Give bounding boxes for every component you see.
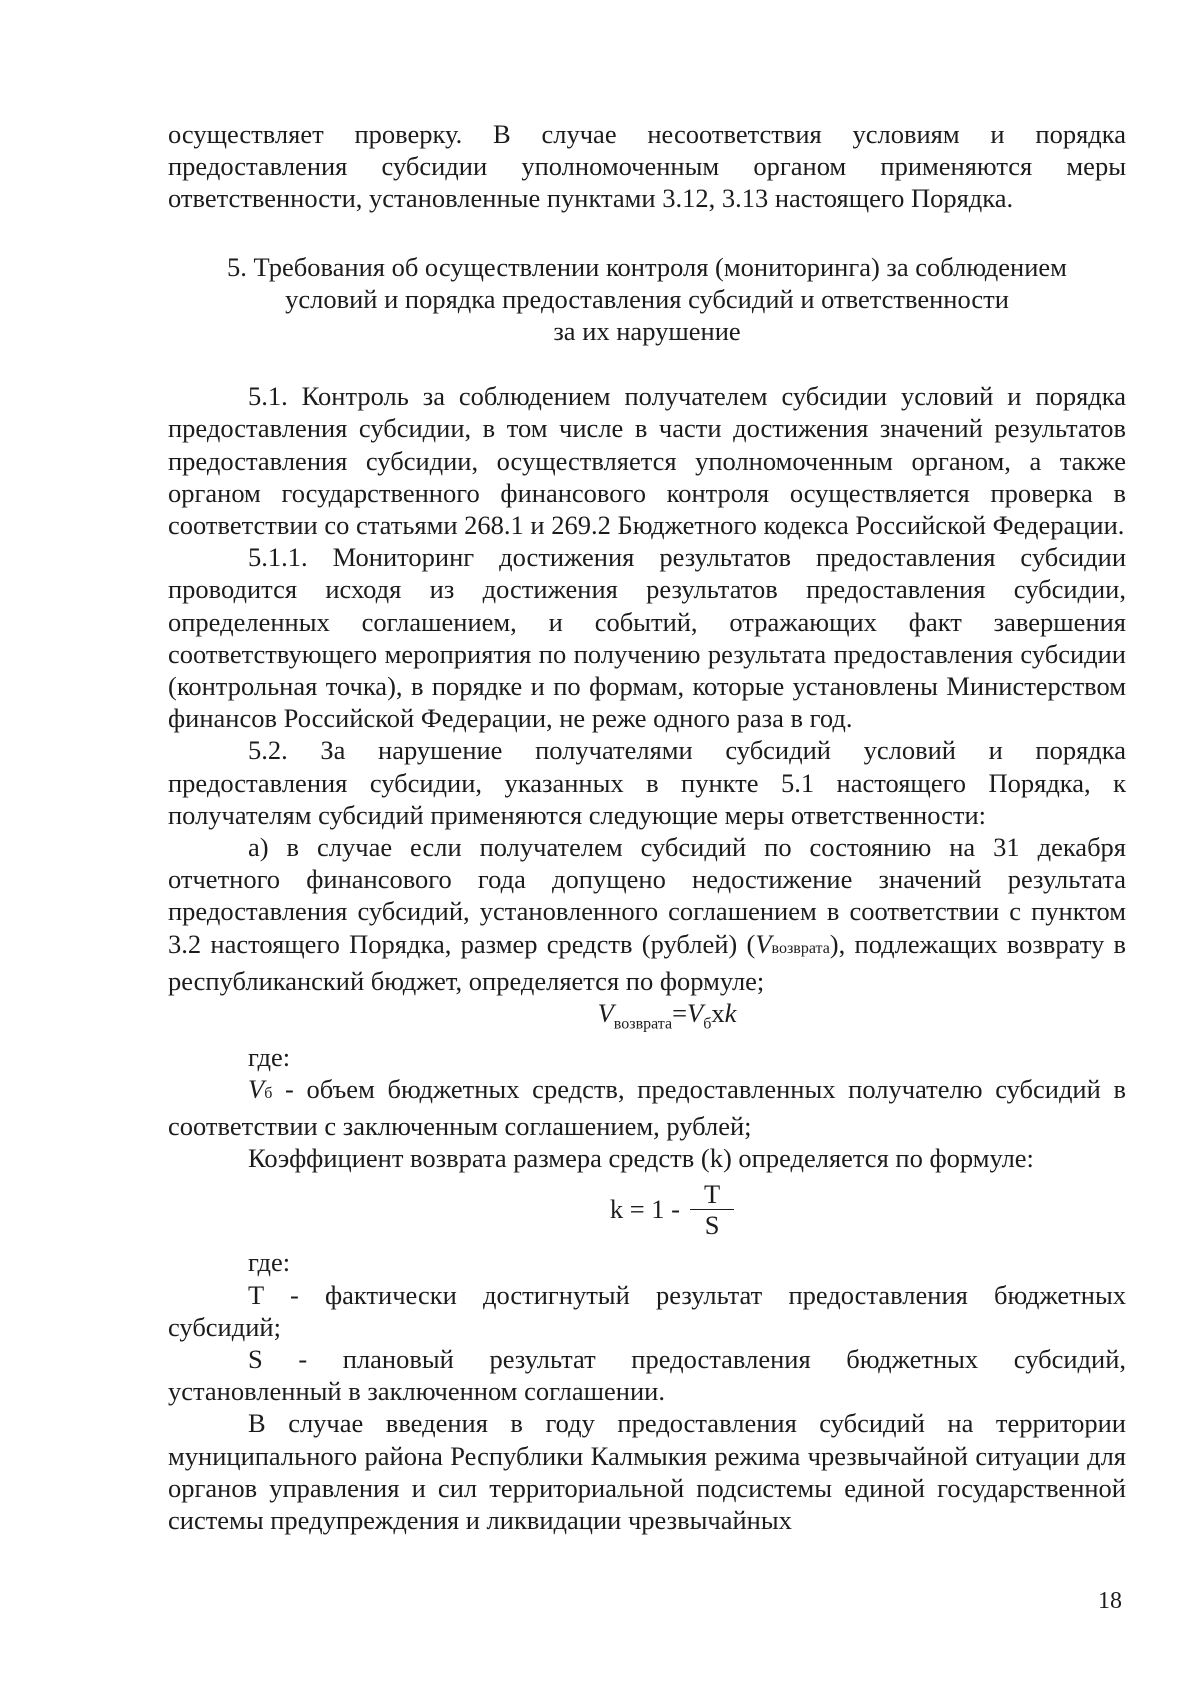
emergency-paragraph: В случае введения в году предоставления субсидий на территории муниципального района Республики Калмыкия режима чрезвычайной ситуации для органов управления и сил территориальной подсистемы единой государственной системы предупреждения и ликвидации чрезвычайных xyxy=(168,1408,1126,1536)
formula-lhs: k = 1 - xyxy=(609,1193,680,1224)
paragraph-5-1: 5.1. Контроль за соблюдением получателем субсидии условий и порядка предоставления субсидии, в том числе в части достижения значений результатов предоставления субсидии, осуществляется уполномоченным органом, а также органом государственного финансового контроля осуществляется проверка в соответствии со статьями 268.1 и 269.2 Бюджетного кодекса Российской Федерации. xyxy=(168,381,1126,541)
section-heading-line1: 5. Требования об осуществлении контроля (мониторинга) за соблюдением xyxy=(227,251,1067,282)
where-label-1: где: xyxy=(248,1041,291,1072)
page-number: 18 xyxy=(1098,1588,1122,1614)
paragraph-5-2: 5.2. За нарушение получателями субсидий условий и порядка предоставления субсидии, указанных в пункте 5.1 настоящего Порядка, к получателям субсидий применяются следующие меры ответственности: xyxy=(168,735,1126,830)
coefficient-formula xyxy=(168,1176,1126,1242)
vb-definition: Vб - объем бюджетных средств, предоставленных получателю субсидий в соответствии с заключенным соглашением, рублей; xyxy=(168,1073,1126,1141)
document-body xyxy=(168,118,1126,1536)
s-definition: S - плановый результат предоставления бюджетных субсидий, установленный в заключенном соглашении. xyxy=(168,1344,1126,1407)
fraction-numerator: T xyxy=(690,1179,734,1210)
section-heading-line2: условий и порядка предоставления субсидий и ответственности xyxy=(285,283,1009,314)
section-heading-line3: за их нарушение xyxy=(553,316,741,347)
return-formula: $V_{возврата}=V_бxk$ xyxy=(597,998,737,1033)
paragraph-5-1-1: 5.1.1. Мониторинг достижения результатов предоставления субсидии проводится исходя из достижения результатов предоставления субсидии, определенных соглашением, и событий, отражающих факт завершения соответствующего мероприятия по получению результата предоставления субсидии (контрольная точка), в порядке и по формам, которые установлены Министерством финансов Российской Федерации, не реже одного раза в год. xyxy=(168,542,1126,734)
top-paragraph: осуществляет проверку. В случае несоответствия условиям и порядка предоставления субсидии уполномоченным органом применяются меры ответственности, установленные пунктами 3.12, 3.13 настоящего Порядка. xyxy=(168,119,1126,214)
paragraph-a: а) в случае если получателем субсидий по состоянию на 31 декабря отчетного финансового года допущено недостижение значений результата предоставления субсидий, установленного соглашением в соответствии с пунктом 3.2 настоящего Порядка, размер средств (рублей) (Vвозврата), подлежащих возврату в республиканский бюджет, определяется по формуле; xyxy=(168,832,1126,996)
coefficient-text: Коэффициент возврата размера средств (k) определяется по формуле: xyxy=(248,1143,1034,1174)
t-definition: T - фактически достигнутый результат предоставления бюджетных субсидий; xyxy=(168,1279,1126,1342)
section-heading xyxy=(168,251,1126,348)
fraction-denominator: S xyxy=(704,1209,720,1240)
fraction xyxy=(690,1179,734,1240)
where-label-2: где: xyxy=(248,1247,291,1278)
